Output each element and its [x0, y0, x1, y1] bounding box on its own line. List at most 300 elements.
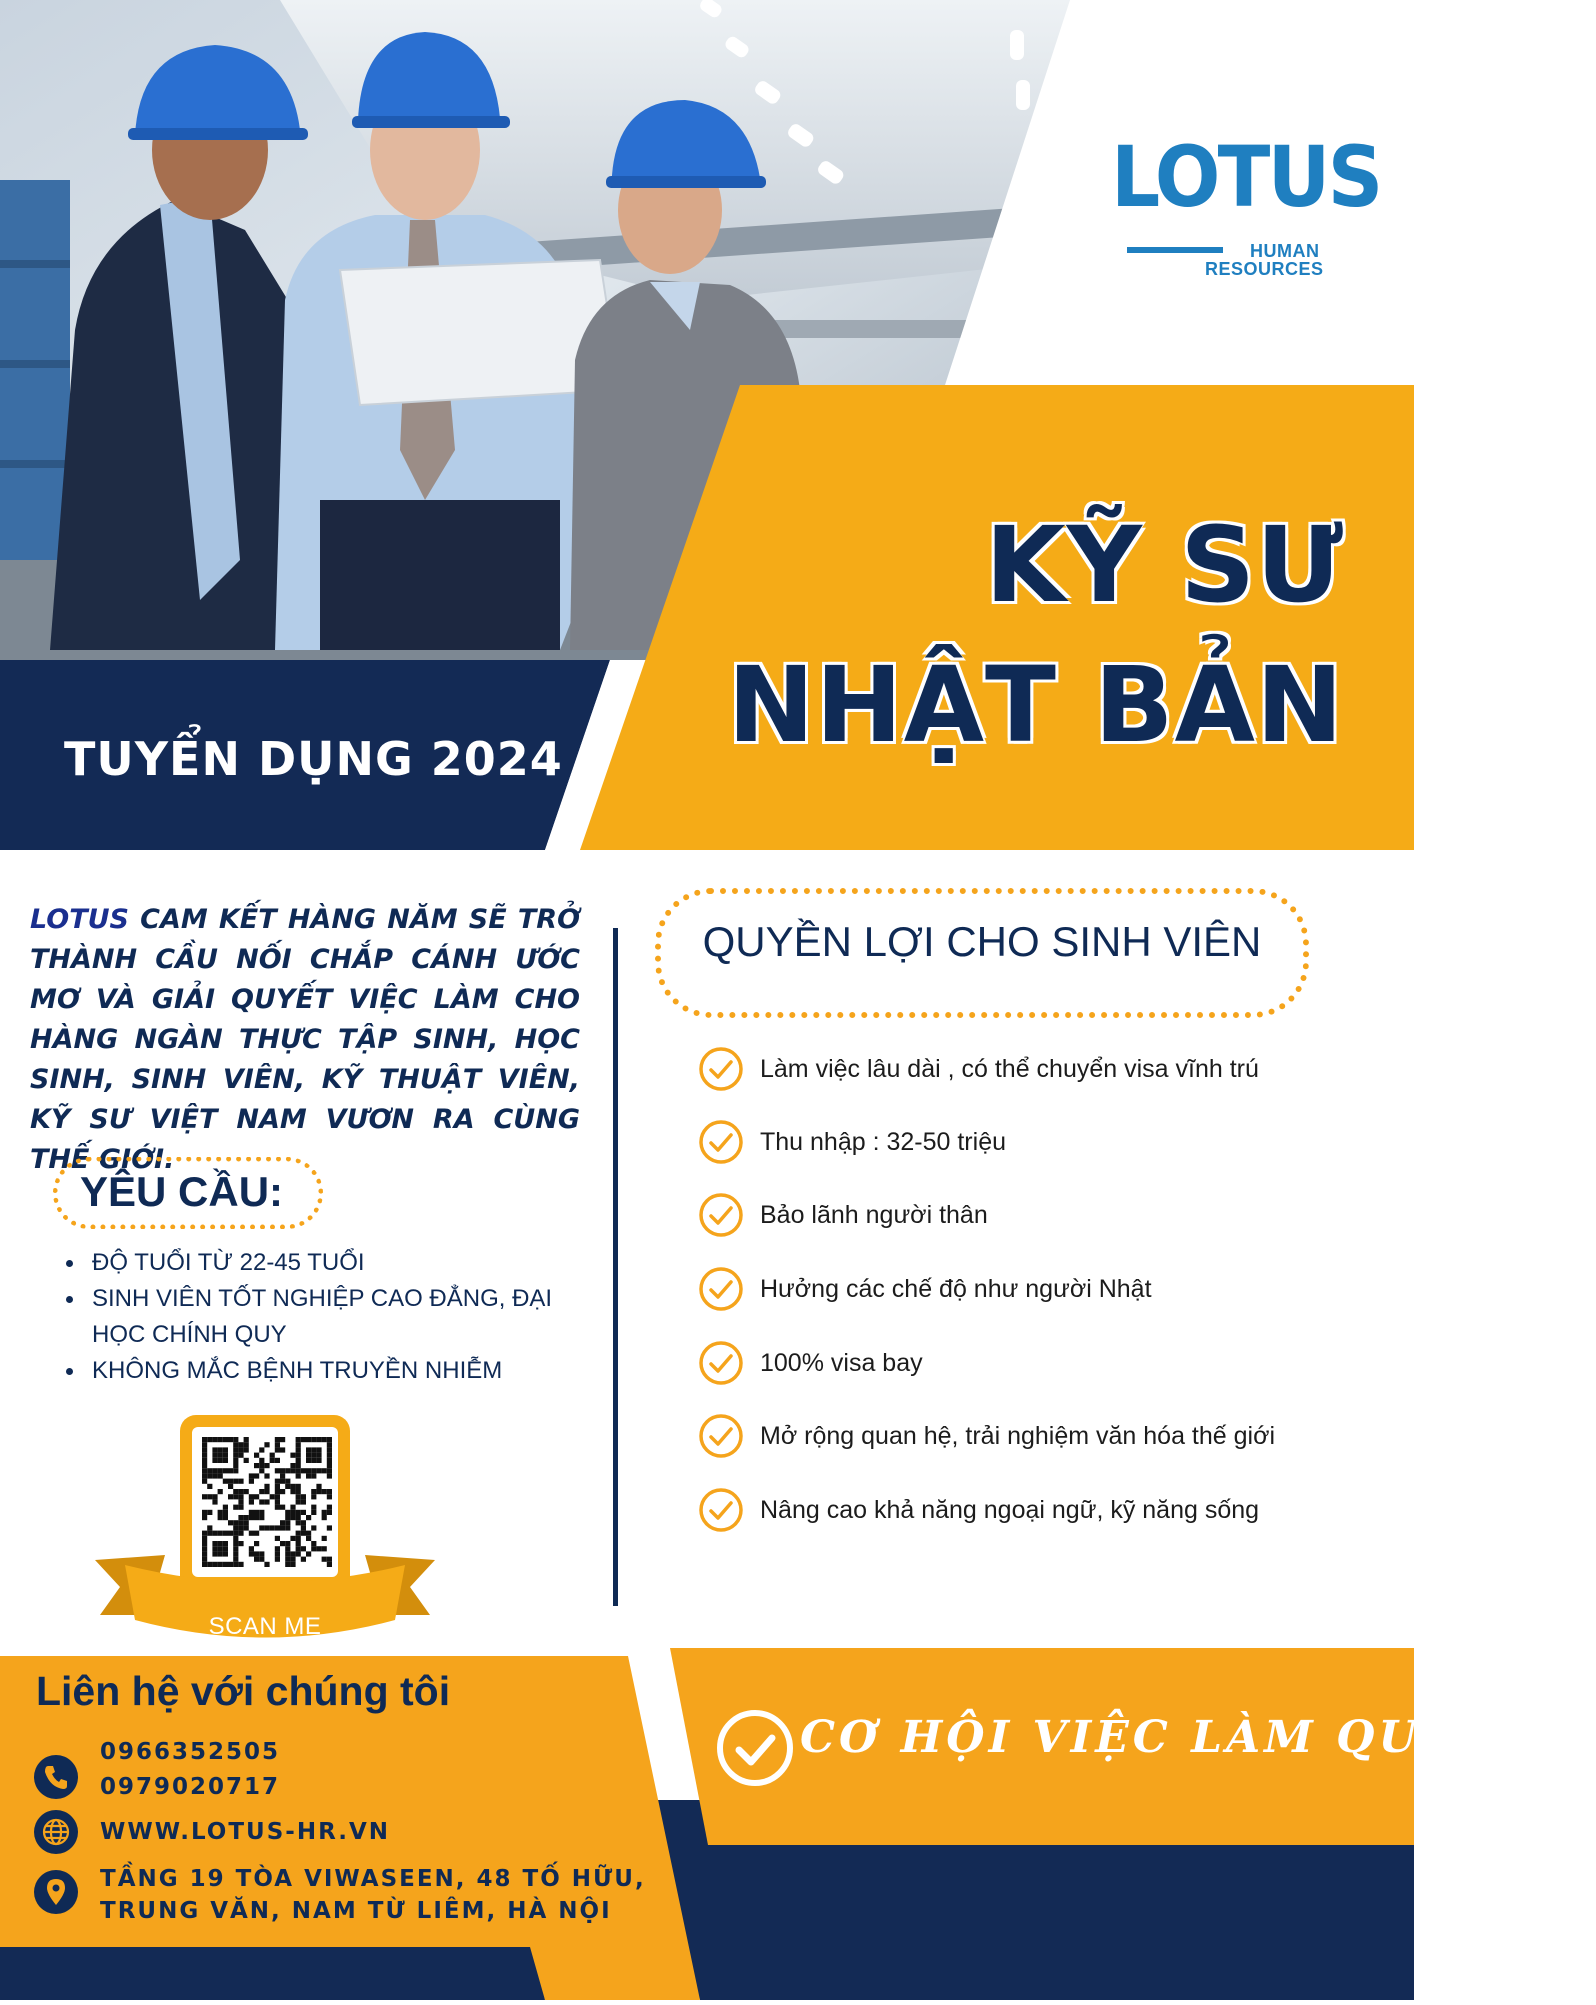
qr-module	[223, 1458, 228, 1463]
qr-module	[327, 1557, 332, 1562]
qr-module	[233, 1520, 238, 1525]
qr-module	[290, 1551, 295, 1556]
qr-module	[218, 1468, 223, 1473]
qr-module	[301, 1494, 306, 1499]
benefit-item	[698, 1411, 1275, 1461]
qr-module	[249, 1546, 254, 1551]
qr-module	[249, 1494, 254, 1499]
qr-module	[259, 1499, 264, 1504]
qr-module	[296, 1541, 301, 1546]
qr-module	[202, 1494, 207, 1499]
qr-module	[301, 1531, 306, 1536]
benefit-item	[698, 1338, 923, 1388]
qr-module	[296, 1473, 301, 1478]
qr-module	[233, 1546, 238, 1551]
qr-module	[280, 1541, 285, 1546]
requirements-title: YÊU CẦU:	[80, 1168, 284, 1215]
qr-module	[306, 1515, 311, 1520]
qr-module	[233, 1437, 238, 1442]
qr-module	[296, 1468, 301, 1473]
qr-module	[322, 1489, 327, 1494]
qr-module	[316, 1546, 321, 1551]
qr-module	[275, 1479, 280, 1484]
qr-module	[285, 1468, 290, 1473]
qr-module	[290, 1510, 295, 1515]
qr-module	[285, 1525, 290, 1530]
qr-module	[223, 1546, 228, 1551]
qr-module	[244, 1520, 249, 1525]
benefits-title: QUYỀN LỢI CHO SINH VIÊN	[702, 918, 1262, 965]
qr-module	[327, 1437, 332, 1442]
qr-module	[233, 1536, 238, 1541]
qr-module	[327, 1510, 332, 1515]
qr-module	[290, 1515, 295, 1520]
qr-module	[223, 1447, 228, 1452]
qr-module	[259, 1489, 264, 1494]
logo-wordmark: LOTUS	[1111, 128, 1381, 226]
qr-module	[202, 1515, 207, 1520]
requirements-list	[60, 1245, 580, 1389]
qr-module	[212, 1447, 217, 1452]
qr-badge[interactable]	[95, 1415, 435, 1655]
benefit-text: Làm việc lâu dài , có thể chuyển visa vĩnh trú	[760, 1054, 1259, 1083]
qr-module	[233, 1557, 238, 1562]
qr-module	[212, 1494, 217, 1499]
qr-module	[223, 1515, 228, 1520]
qr-module	[280, 1437, 285, 1442]
qr-module	[327, 1468, 332, 1473]
qr-module	[296, 1463, 301, 1468]
requirement-item: ĐỘ TUỔI TỪ 22-45 TUỔI	[60, 1245, 580, 1281]
qr-module	[212, 1562, 217, 1567]
intro-brand: LOTUS	[30, 904, 129, 935]
qr-module	[322, 1437, 327, 1442]
qr-module	[202, 1479, 207, 1484]
qr-module	[223, 1437, 228, 1442]
check-circle-icon	[698, 1413, 744, 1459]
qr-module	[285, 1520, 290, 1525]
contact-address-line2: TRUNG VĂN, NAM TỪ LIÊM, HÀ NỘI	[100, 1898, 612, 1924]
qr-module	[249, 1515, 254, 1520]
qr-module	[275, 1468, 280, 1473]
qr-module	[223, 1453, 228, 1458]
qr-module	[316, 1458, 321, 1463]
benefit-text: Bảo lãnh người thân	[760, 1200, 988, 1229]
qr-module	[311, 1494, 316, 1499]
qr-module	[254, 1453, 259, 1458]
qr-module	[259, 1557, 264, 1562]
qr-module	[327, 1458, 332, 1463]
qr-module	[264, 1562, 269, 1567]
qr-module	[264, 1484, 269, 1489]
qr-module	[301, 1546, 306, 1551]
qr-module	[327, 1473, 332, 1478]
qr-module	[223, 1510, 228, 1515]
check-circle-icon	[698, 1266, 744, 1312]
qr-module	[296, 1447, 301, 1452]
qr-module	[264, 1499, 269, 1504]
qr-module	[202, 1510, 207, 1515]
qr-module	[285, 1515, 290, 1520]
intro-paragraph	[30, 900, 580, 1180]
qr-module	[296, 1453, 301, 1458]
qr-module	[244, 1442, 249, 1447]
qr-module	[244, 1447, 249, 1452]
qr-module	[285, 1541, 290, 1546]
qr-module	[202, 1458, 207, 1463]
requirement-item: SINH VIÊN TỐT NGHIỆP CAO ĐẲNG, ĐẠI HỌC CHÍNH QUY	[60, 1281, 580, 1353]
qr-module	[254, 1510, 259, 1515]
qr-module	[322, 1546, 327, 1551]
qr-module	[280, 1505, 285, 1510]
qr-module	[285, 1510, 290, 1515]
qr-module	[259, 1447, 264, 1452]
qr-module	[316, 1437, 321, 1442]
opportunity-slogan: CƠ HỘI VIỆC LÀM QUỐC TẾ	[800, 1712, 1596, 1763]
logo-subtitle-line1: HUMAN	[1250, 241, 1320, 261]
qr-module	[264, 1473, 269, 1478]
qr-module	[249, 1551, 254, 1556]
qr-module	[212, 1468, 217, 1473]
qr-module	[327, 1505, 332, 1510]
qr-module	[301, 1437, 306, 1442]
qr-module	[311, 1489, 316, 1494]
qr-module	[238, 1499, 243, 1504]
qr-module	[322, 1536, 327, 1541]
qr-module	[259, 1458, 264, 1463]
benefit-item	[698, 1264, 1152, 1314]
qr-module	[228, 1437, 233, 1442]
qr-module	[311, 1541, 316, 1546]
qr-module	[238, 1562, 243, 1567]
qr-module	[296, 1515, 301, 1520]
qr-module	[202, 1437, 207, 1442]
qr-module	[233, 1479, 238, 1484]
contact-title: Liên hệ với chúng tôi	[36, 1668, 451, 1714]
qr-module	[311, 1546, 316, 1551]
qr-module	[233, 1489, 238, 1494]
qr-module	[311, 1525, 316, 1530]
qr-module	[275, 1505, 280, 1510]
qr-module	[327, 1447, 332, 1452]
check-circle-icon	[698, 1487, 744, 1533]
phone-icon	[34, 1755, 78, 1799]
qr-module	[270, 1494, 275, 1499]
benefit-text: 100% visa bay	[760, 1348, 923, 1377]
qr-module	[275, 1551, 280, 1556]
qr-module	[306, 1468, 311, 1473]
qr-module	[264, 1463, 269, 1468]
qr-module	[228, 1484, 233, 1489]
qr-module	[259, 1551, 264, 1556]
qr-module	[249, 1531, 254, 1536]
qr-module	[238, 1505, 243, 1510]
qr-module	[290, 1505, 295, 1510]
qr-module	[202, 1468, 207, 1473]
qr-module	[254, 1515, 259, 1520]
qr-module	[244, 1458, 249, 1463]
qr-module	[296, 1546, 301, 1551]
qr-module	[264, 1525, 269, 1530]
qr-module	[228, 1562, 233, 1567]
qr-module	[238, 1541, 243, 1546]
qr-module	[254, 1473, 259, 1478]
contact-website[interactable]: WWW.LOTUS-HR.VN	[100, 1819, 391, 1845]
check-circle-icon	[698, 1192, 744, 1238]
qr-module	[212, 1546, 217, 1551]
qr-module	[296, 1510, 301, 1515]
qr-module	[218, 1531, 223, 1536]
qr-module	[306, 1453, 311, 1458]
benefit-item	[698, 1190, 988, 1240]
qr-module	[212, 1499, 217, 1504]
qr-module	[207, 1484, 212, 1489]
qr-module	[238, 1479, 243, 1484]
benefit-text: Mở rộng quan hệ, trải nghiệm văn hóa thế giới	[760, 1421, 1276, 1450]
qr-module	[316, 1453, 321, 1458]
qr-module	[322, 1510, 327, 1515]
qr-module	[254, 1463, 259, 1468]
qr-module	[296, 1437, 301, 1442]
qr-module	[249, 1499, 254, 1504]
benefit-item	[698, 1485, 1259, 1535]
qr-module	[244, 1525, 249, 1530]
headline	[727, 495, 1344, 775]
qr-module	[233, 1562, 238, 1567]
qr-module	[207, 1531, 212, 1536]
qr-module	[322, 1515, 327, 1520]
qr-module	[207, 1494, 212, 1499]
qr-module	[218, 1546, 223, 1551]
qr-module	[207, 1473, 212, 1478]
qr-module	[280, 1525, 285, 1530]
qr-module	[311, 1468, 316, 1473]
qr-module	[212, 1531, 217, 1536]
qr-module	[275, 1442, 280, 1447]
qr-module	[218, 1541, 223, 1546]
qr-module	[233, 1447, 238, 1452]
qr-module	[280, 1489, 285, 1494]
qr-module	[233, 1453, 238, 1458]
qr-module	[244, 1437, 249, 1442]
qr-module	[285, 1484, 290, 1489]
qr-module	[233, 1494, 238, 1499]
qr-module	[311, 1473, 316, 1478]
qr-module	[223, 1562, 228, 1567]
qr-module	[202, 1551, 207, 1556]
qr-module	[233, 1531, 238, 1536]
qr-module	[218, 1551, 223, 1556]
qr-module	[290, 1562, 295, 1567]
qr-module	[280, 1447, 285, 1452]
qr-module	[244, 1489, 249, 1494]
qr-module	[275, 1557, 280, 1562]
qr-module	[327, 1562, 332, 1567]
recruit-banner: TUYỂN DỤNG 2024	[64, 732, 563, 786]
qr-module	[280, 1479, 285, 1484]
qr-module	[233, 1551, 238, 1556]
headline-line2: NHẬT BẢN	[727, 644, 1344, 766]
qr-module	[290, 1489, 295, 1494]
qr-module	[218, 1489, 223, 1494]
qr-module	[223, 1468, 228, 1473]
qr-module	[306, 1551, 311, 1556]
qr-module	[306, 1458, 311, 1463]
qr-module	[218, 1515, 223, 1520]
qr-module	[259, 1525, 264, 1530]
contact-phone-2[interactable]: 0979020717	[100, 1774, 281, 1800]
qr-module	[311, 1505, 316, 1510]
qr-module	[207, 1562, 212, 1567]
qr-module	[254, 1557, 259, 1562]
qr-module	[233, 1458, 238, 1463]
check-circle-icon	[698, 1119, 744, 1165]
qr-module	[296, 1520, 301, 1525]
qr-module	[233, 1468, 238, 1473]
qr-module	[202, 1562, 207, 1567]
headline-line1: KỸ SƯ	[985, 504, 1344, 626]
qr-module	[202, 1541, 207, 1546]
qr-module	[212, 1453, 217, 1458]
qr-module	[306, 1473, 311, 1478]
check-circle-icon	[698, 1340, 744, 1386]
qr-module	[285, 1479, 290, 1484]
qr-module	[322, 1468, 327, 1473]
qr-module	[228, 1479, 233, 1484]
qr-module	[316, 1468, 321, 1473]
qr-module	[218, 1562, 223, 1567]
qr-module	[207, 1510, 212, 1515]
qr-module	[301, 1557, 306, 1562]
qr-module	[301, 1499, 306, 1504]
qr-module	[207, 1468, 212, 1473]
qr-module	[207, 1437, 212, 1442]
qr-module	[270, 1453, 275, 1458]
qr-module	[259, 1510, 264, 1515]
qr-module	[296, 1494, 301, 1499]
qr-module	[285, 1562, 290, 1567]
qr-module	[285, 1557, 290, 1562]
qr-module	[296, 1442, 301, 1447]
qr-module	[275, 1458, 280, 1463]
benefit-item	[698, 1117, 1006, 1167]
qr-module	[296, 1499, 301, 1504]
qr-module	[249, 1479, 254, 1484]
qr-module	[254, 1541, 259, 1546]
qr-module	[218, 1453, 223, 1458]
qr-module	[275, 1546, 280, 1551]
qr-module	[202, 1442, 207, 1447]
qr-module	[275, 1447, 280, 1452]
qr-module	[264, 1489, 269, 1494]
qr-module	[264, 1442, 269, 1447]
qr-module	[290, 1557, 295, 1562]
location-pin-icon	[34, 1870, 78, 1914]
qr-module	[238, 1442, 243, 1447]
qr-module	[316, 1447, 321, 1452]
qr-module	[202, 1453, 207, 1458]
qr-label: SCAN ME	[208, 1613, 322, 1640]
qr-module	[233, 1525, 238, 1530]
qr-module	[296, 1531, 301, 1536]
qr-module	[233, 1442, 238, 1447]
qr-module	[285, 1551, 290, 1556]
qr-module	[244, 1515, 249, 1520]
qr-module	[223, 1531, 228, 1536]
qr-module	[296, 1551, 301, 1556]
benefit-text: Hưởng các chế độ như người Nhật	[760, 1274, 1152, 1303]
qr-module	[327, 1494, 332, 1499]
qr-module	[327, 1489, 332, 1494]
qr-module	[311, 1510, 316, 1515]
qr-module	[311, 1458, 316, 1463]
qr-module	[301, 1520, 306, 1525]
qr-module	[275, 1437, 280, 1442]
qr-module	[275, 1484, 280, 1489]
qr-module	[254, 1494, 259, 1499]
globe-icon	[34, 1810, 78, 1854]
qr-module	[212, 1551, 217, 1556]
qr-module	[270, 1525, 275, 1530]
benefit-item	[698, 1044, 1259, 1094]
qr-module	[275, 1536, 280, 1541]
qr-module	[306, 1447, 311, 1452]
qr-module	[212, 1458, 217, 1463]
check-circle-icon	[715, 1708, 795, 1788]
qr-module	[296, 1536, 301, 1541]
qr-module	[238, 1453, 243, 1458]
qr-module	[301, 1510, 306, 1515]
qr-module	[301, 1525, 306, 1530]
qr-module	[290, 1536, 295, 1541]
contact-phone-1[interactable]: 0966352505	[100, 1739, 281, 1765]
qr-module	[254, 1551, 259, 1556]
qr-module	[275, 1499, 280, 1504]
qr-module	[218, 1458, 223, 1463]
qr-module	[238, 1531, 243, 1536]
qr-module	[280, 1520, 285, 1525]
qr-module	[223, 1541, 228, 1546]
qr-module	[311, 1453, 316, 1458]
qr-module	[296, 1489, 301, 1494]
qr-module	[233, 1505, 238, 1510]
qr-module	[249, 1473, 254, 1478]
qr-module	[202, 1536, 207, 1541]
qr-module	[249, 1510, 254, 1515]
qr-module	[275, 1525, 280, 1530]
qr-module	[296, 1458, 301, 1463]
column-divider	[613, 928, 618, 1606]
qr-module	[327, 1463, 332, 1468]
qr-module	[223, 1551, 228, 1556]
qr-module	[238, 1494, 243, 1499]
qr-module	[290, 1453, 295, 1458]
qr-module	[296, 1484, 301, 1489]
logo-subtitle-line2: RESOURCES	[1205, 259, 1324, 279]
qr-module	[311, 1447, 316, 1452]
qr-module	[270, 1458, 275, 1463]
qr-module	[238, 1520, 243, 1525]
qr-module	[238, 1489, 243, 1494]
qr-module	[322, 1557, 327, 1562]
qr-module	[306, 1437, 311, 1442]
qr-module	[202, 1447, 207, 1452]
qr-module	[202, 1546, 207, 1551]
qr-module	[238, 1447, 243, 1452]
benefit-text: Nâng cao khả năng ngoại ngữ, kỹ năng sống	[760, 1495, 1260, 1524]
qr-module	[212, 1437, 217, 1442]
qr-module	[275, 1489, 280, 1494]
